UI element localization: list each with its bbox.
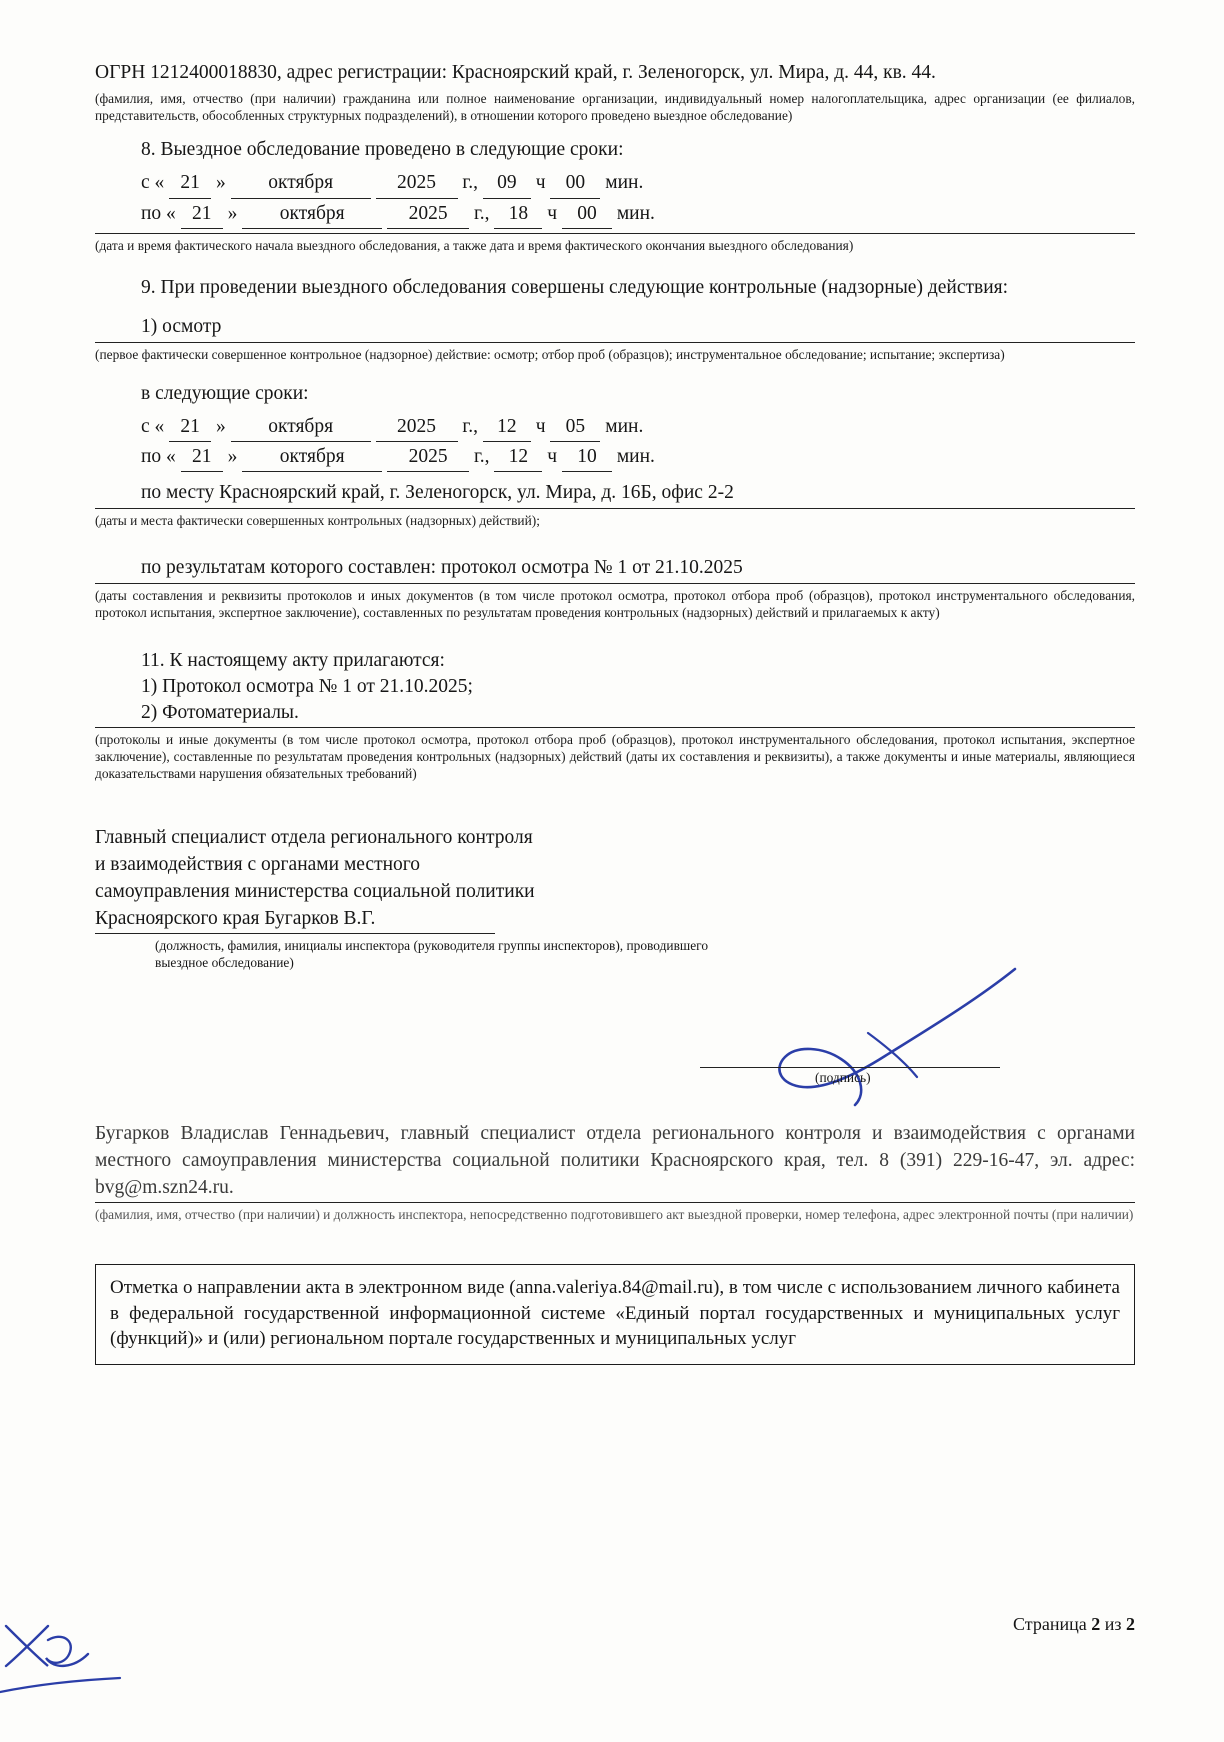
signer-name: Красноярского края Бугарков В.Г. bbox=[95, 906, 495, 934]
item8-to-minute[interactable]: 00 bbox=[562, 199, 612, 229]
item8-from-quote: » bbox=[216, 172, 226, 194]
item9-to-hour-suffix: ч bbox=[547, 445, 558, 467]
item8-to-row bbox=[95, 199, 1135, 229]
notice-text: Отметка о направлении акта в электронном виде (anna.valeriya.84@mail.ru), в том числе с использованием личного кабинета в федеральной государственной информационной системе «Единый портал государственных и муниципальных услуг (функций)» и (или) региональном портале государственных и муниципальных услуг bbox=[110, 1276, 1120, 1350]
item8-from-day[interactable]: 21 bbox=[169, 168, 211, 198]
item8-to-quote: » bbox=[227, 202, 238, 224]
item9-to-row bbox=[95, 442, 1135, 472]
item11-title: 11. К настоящему акту прилагаются: bbox=[141, 649, 445, 671]
item9-result[interactable]: по результатам которого составлен: протокол осмотра № 1 от 21.10.2025 bbox=[95, 555, 1135, 583]
item9-to-month[interactable]: октября bbox=[242, 442, 382, 472]
inspector-block bbox=[95, 1121, 1135, 1202]
item9-from-year[interactable]: 2025 bbox=[376, 412, 458, 442]
item8-from-year-suffix: г., bbox=[462, 172, 478, 194]
signature-line bbox=[700, 1067, 1000, 1068]
item9-from-minute[interactable]: 05 bbox=[550, 412, 600, 442]
handwritten-signature-icon bbox=[655, 961, 1035, 1111]
item9-place[interactable]: по месту Красноярский край, г. Зеленогорск, ул. Мира, д. 16Б, офис 2-2 bbox=[95, 480, 1135, 508]
item8-from-row bbox=[95, 168, 1135, 198]
item9-to-day[interactable]: 21 bbox=[181, 442, 223, 472]
item8-from-prefix: с « bbox=[141, 172, 165, 194]
page-footer bbox=[95, 1614, 1135, 1635]
item8-rule bbox=[95, 233, 1135, 234]
electronic-delivery-notice bbox=[95, 1264, 1135, 1365]
item8-to-year-suffix: г., bbox=[473, 202, 490, 224]
ogrn-caption: (фамилия, имя, отчество (при наличии) гражданина или полное наименование организации, индивидуальный номер налогоплательщика, адрес организации (ее филиалов, представительств, обособленных структурных подразделений), в отношении которого проведено выездное обследование) bbox=[95, 91, 1135, 124]
item9-to-minute-suffix: мин. bbox=[616, 445, 655, 467]
item9-from-minute-suffix: мин. bbox=[605, 415, 644, 437]
item11-attachment-2[interactable]: 2) Фотоматериалы. bbox=[95, 700, 1135, 728]
item9-from-prefix: с « bbox=[141, 415, 165, 437]
item9-from-hour[interactable]: 12 bbox=[483, 412, 531, 442]
inspector-text: Бугарков Владислав Геннадьевич, главный специалист отдела регионального контроля и взаимодействия с органами местного самоуправления министерства социальной политики Красноярского края, тел. 8 (391) 229-16-47, эл. адрес: bvg@m.szn24.ru. bbox=[95, 1123, 1135, 1199]
item8-to-day[interactable]: 21 bbox=[181, 199, 223, 229]
item8-to-prefix: по « bbox=[141, 202, 176, 224]
inspector-rule bbox=[95, 1202, 1135, 1203]
signer-line-3: самоуправления министерства социальной политики bbox=[95, 880, 535, 902]
item8-to-year[interactable]: 2025 bbox=[387, 199, 469, 229]
item8-from-minute-suffix: мин. bbox=[605, 172, 644, 194]
item8-from-hour[interactable]: 09 bbox=[483, 168, 531, 198]
signer-line-4 bbox=[95, 906, 1135, 934]
signer-block bbox=[95, 825, 1135, 934]
item8-to-minute-suffix: мин. bbox=[616, 202, 655, 224]
footer-page-number: 2 bbox=[1091, 1614, 1101, 1634]
item9-to-year[interactable]: 2025 bbox=[387, 442, 469, 472]
item8-from-month[interactable]: октября bbox=[231, 168, 371, 198]
item9-from-month[interactable]: октября bbox=[231, 412, 371, 442]
signature-area bbox=[95, 971, 1135, 1121]
signer-line-2: и взаимодействия с органами местного bbox=[95, 854, 421, 876]
item9-to-quote: » bbox=[227, 445, 238, 467]
item8-title: 8. Выездное обследование проведено в следующие сроки: bbox=[141, 139, 624, 161]
item9-from-day[interactable]: 21 bbox=[169, 412, 211, 442]
item8-to-hour-suffix: ч bbox=[547, 202, 558, 224]
item9-from-quote: » bbox=[216, 415, 226, 437]
item9-to-hour[interactable]: 12 bbox=[494, 442, 542, 472]
item9-place-caption: (даты и места фактически совершенных контрольных (надзорных) действий); bbox=[95, 512, 540, 528]
item9-action-caption: (первое фактически совершенное контрольное (надзорное) действие: осмотр; отбор проб (образцов); инструментальное обследование; испытание; экспертиза) bbox=[95, 346, 1005, 362]
ogrn-line: ОГРН 1212400018830, адрес регистрации: Красноярский край, г. Зеленогорск, ул. Мира, д. 44, кв. 44. bbox=[95, 62, 936, 83]
item8-from-hour-suffix: ч bbox=[535, 172, 546, 194]
item11-attachment-1: 1) Протокол осмотра № 1 от 21.10.2025; bbox=[141, 675, 473, 697]
footer-total-pages: 2 bbox=[1126, 1614, 1135, 1634]
item9-to-year-suffix: г., bbox=[473, 445, 490, 467]
item9-action[interactable]: 1) осмотр bbox=[95, 314, 1135, 342]
signer-caption: (должность, фамилия, инициалы инспектора (руководителя группы инспекторов), проводившего выездное обследование) bbox=[155, 937, 709, 970]
item8-from-year[interactable]: 2025 bbox=[376, 168, 458, 198]
signature-caption: (подпись) bbox=[815, 1070, 871, 1086]
document-body bbox=[95, 60, 1135, 1365]
footer-mid: из bbox=[1104, 1614, 1122, 1634]
item9-result-caption: (даты составления и реквизиты протоколов и иных документов (в том числе протокол осмотра, протокол отбора проб (образцов), протокол инструментального обследования, протокол испытания, экспертное заключение), составленных по результатам проведения контрольных (надзорных) действий и прилагаемых к акту) bbox=[95, 587, 1135, 620]
item8-from-minute[interactable]: 00 bbox=[550, 168, 600, 198]
signer-line-1: Главный специалист отдела регионального контроля bbox=[95, 827, 533, 849]
item9-to-minute[interactable]: 10 bbox=[562, 442, 612, 472]
inspector-caption: (фамилия, имя, отчество (при наличии) и должность инспектора, непосредственно подготовившего акт выездной проверки, номер телефона, адрес электронной почты (при наличии) bbox=[95, 1206, 1134, 1222]
item9-terms-label: в следующие сроки: bbox=[141, 383, 309, 405]
item8-caption: (дата и время фактического начала выездного обследования, а также дата и время фактического окончания выездного обследования) bbox=[95, 237, 854, 253]
footer-prefix: Страница bbox=[1013, 1614, 1087, 1634]
item8-to-month[interactable]: октября bbox=[242, 199, 382, 229]
item9-from-hour-suffix: ч bbox=[535, 415, 546, 437]
item11-caption: (протоколы и иные документы (в том числе протокол осмотра, протокол отбора проб (образцов), протокол инструментального обследования, протокол испытания, экспертное заключение), составленные по результатам проведения контрольных (надзорных) действий (даты их составления и реквизиты), а также документы и иные материалы, являющиеся доказательствами нарушения обязательных требований) bbox=[95, 732, 1135, 782]
item9-from-row bbox=[95, 412, 1135, 442]
item9-from-year-suffix: г., bbox=[462, 415, 478, 437]
item9-to-prefix: по « bbox=[141, 445, 176, 467]
item9-title: 9. При проведении выездного обследования совершены следующие контрольные (надзорные) действия: bbox=[141, 276, 1009, 298]
item8-to-hour[interactable]: 18 bbox=[494, 199, 542, 229]
